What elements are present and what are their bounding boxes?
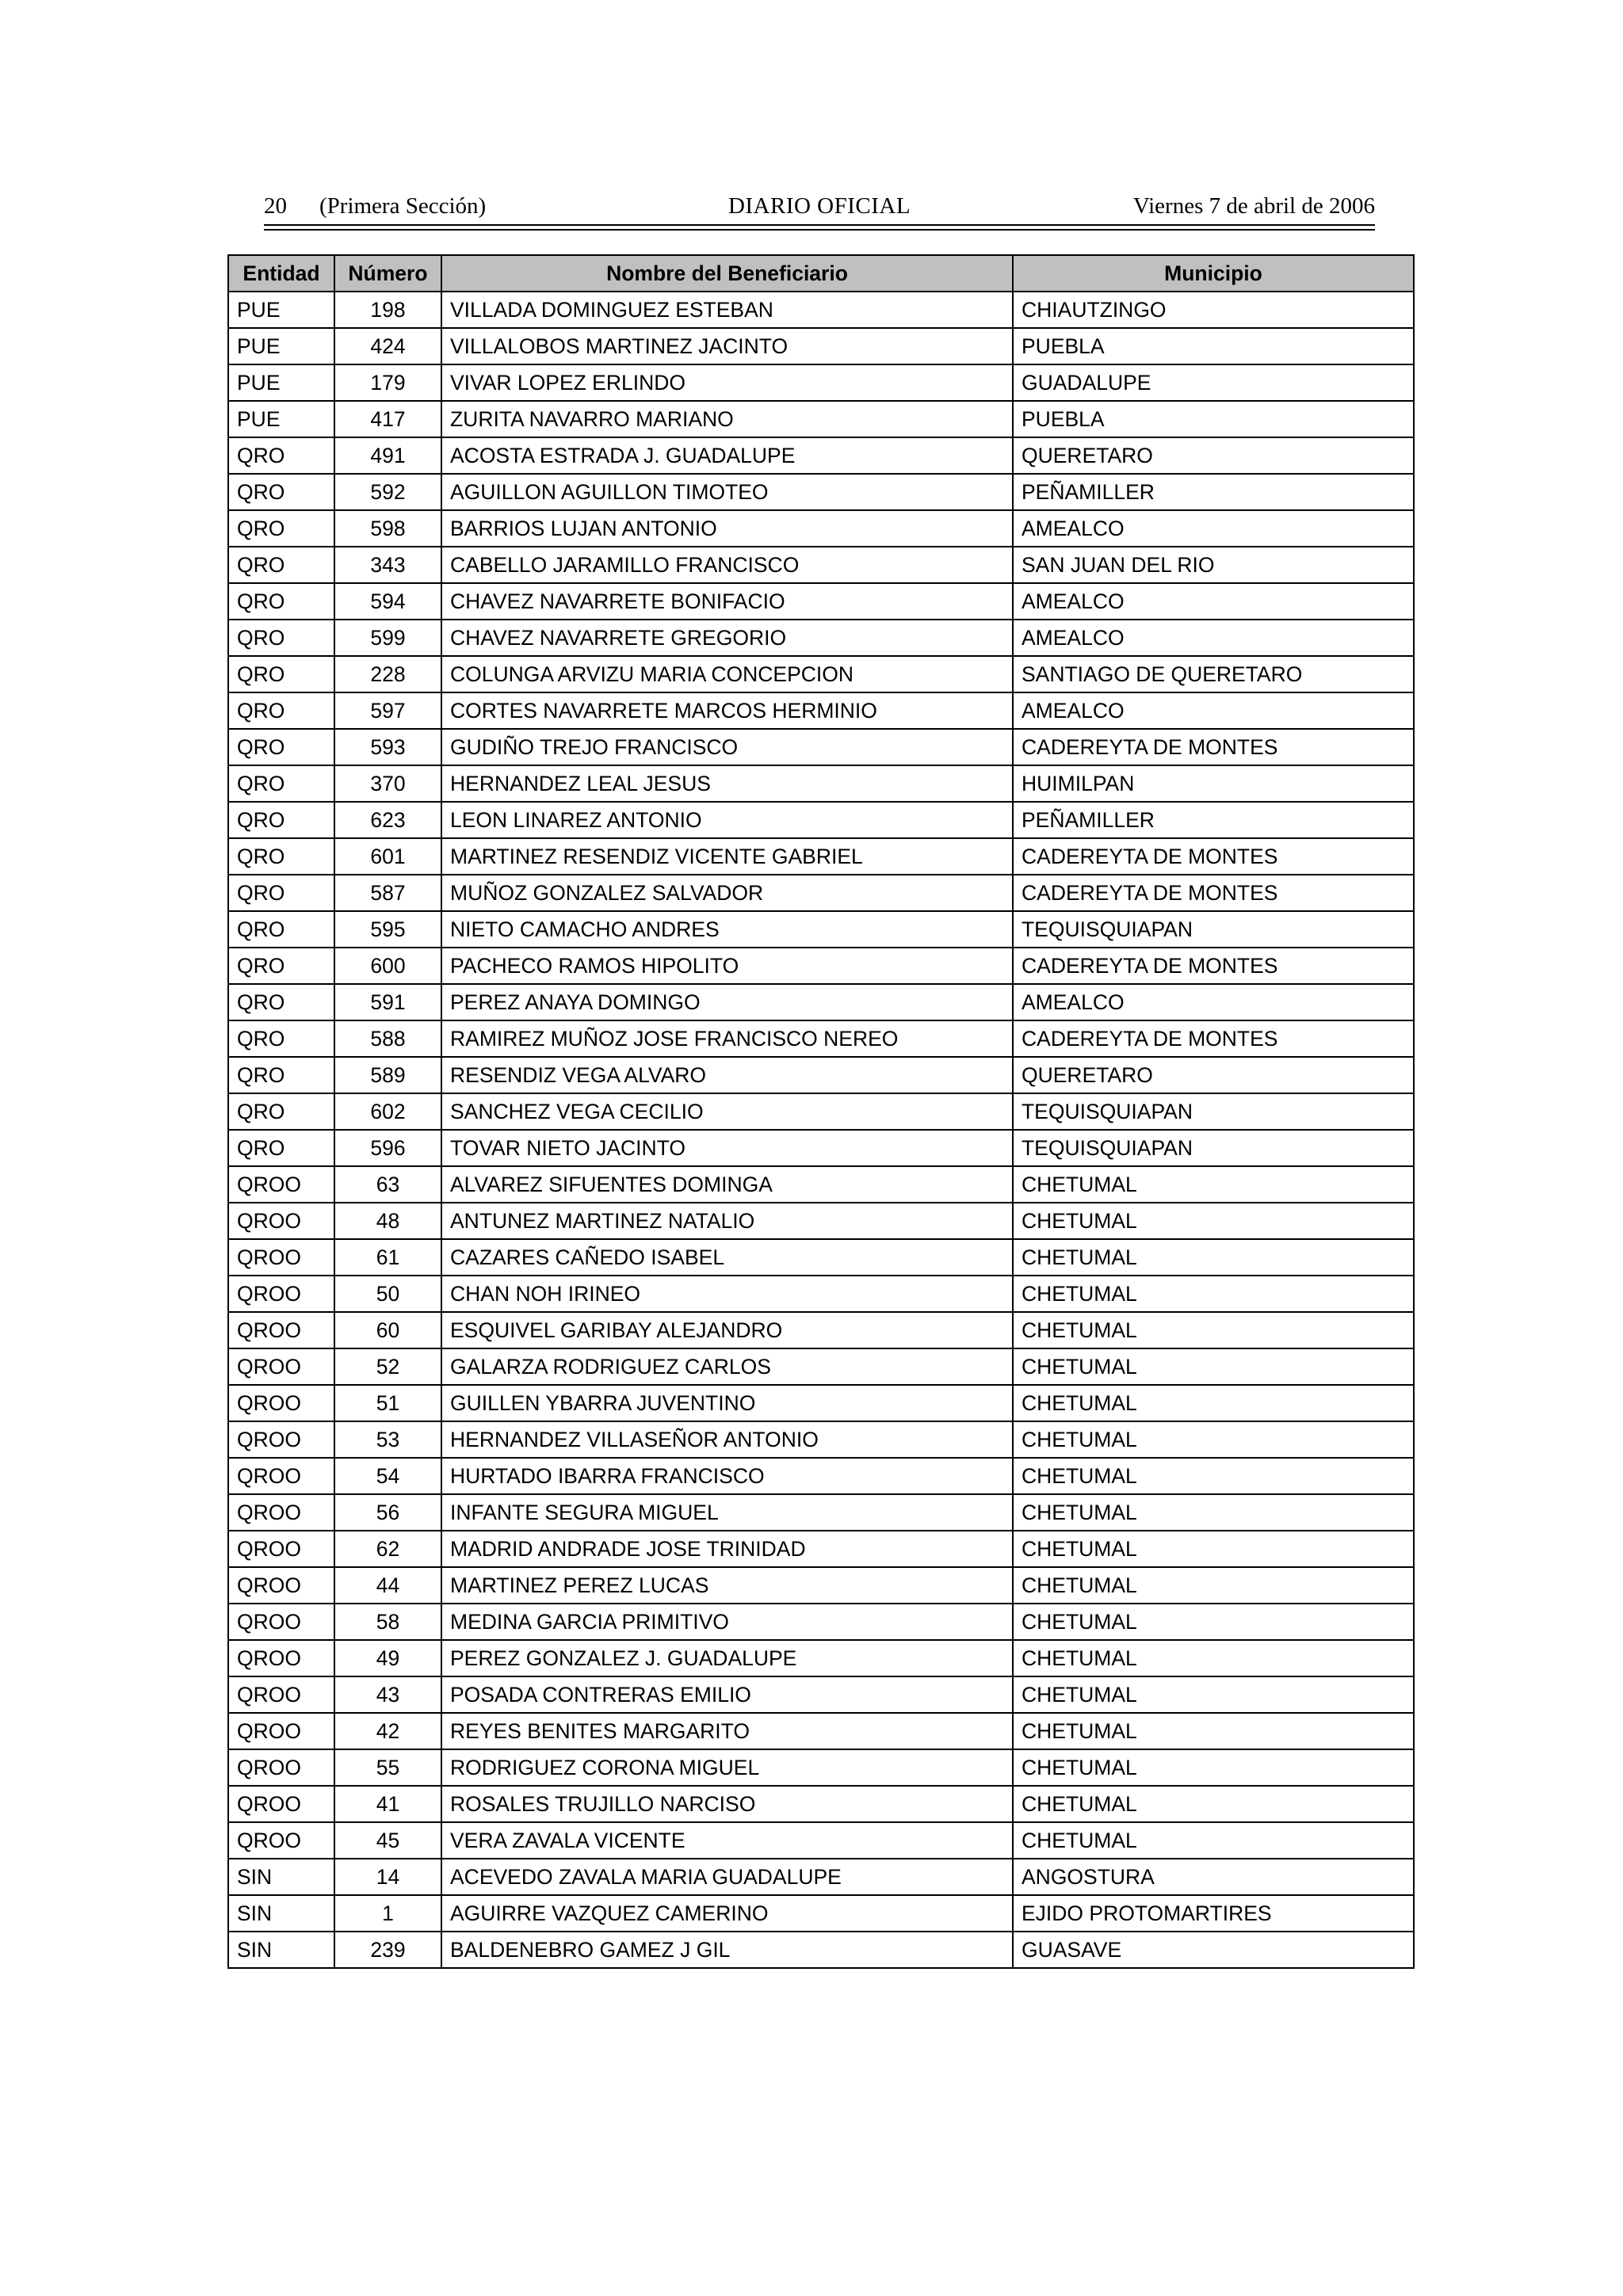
cell-entidad: QROO [228, 1676, 334, 1713]
cell-nombre: VIVAR LOPEZ ERLINDO [441, 364, 1013, 401]
table-row [228, 1494, 1414, 1531]
cell-entidad: QRO [228, 984, 334, 1020]
cell-municipio: CHETUMAL [1013, 1822, 1414, 1859]
cell-numero: 1 [334, 1895, 441, 1932]
table-row [228, 1130, 1414, 1166]
cell-numero: 53 [334, 1421, 441, 1458]
cell-entidad: QRO [228, 1020, 334, 1057]
cell-entidad: QROO [228, 1276, 334, 1312]
table-row [228, 1822, 1414, 1859]
cell-numero: 50 [334, 1276, 441, 1312]
cell-nombre: ALVAREZ SIFUENTES DOMINGA [441, 1166, 1013, 1203]
cell-nombre: VILLALOBOS MARTINEZ JACINTO [441, 328, 1013, 364]
cell-municipio: HUIMILPAN [1013, 765, 1414, 802]
table-row [228, 1239, 1414, 1276]
cell-numero: 42 [334, 1713, 441, 1749]
table-row [228, 1786, 1414, 1822]
cell-entidad: QRO [228, 1130, 334, 1166]
cell-numero: 48 [334, 1203, 441, 1239]
cell-numero: 602 [334, 1093, 441, 1130]
cell-numero: 56 [334, 1494, 441, 1531]
cell-numero: 370 [334, 765, 441, 802]
cell-nombre: TOVAR NIETO JACINTO [441, 1130, 1013, 1166]
cell-nombre: VERA ZAVALA VICENTE [441, 1822, 1013, 1859]
cell-nombre: INFANTE SEGURA MIGUEL [441, 1494, 1013, 1531]
publication-title: DIARIO OFICIAL [727, 193, 911, 219]
cell-municipio: CHETUMAL [1013, 1531, 1414, 1567]
cell-entidad: QRO [228, 620, 334, 656]
cell-nombre: HERNANDEZ LEAL JESUS [441, 765, 1013, 802]
cell-entidad: QRO [228, 838, 334, 875]
table-row [228, 1020, 1414, 1057]
table-row [228, 583, 1414, 620]
cell-entidad: SIN [228, 1895, 334, 1932]
cell-municipio: CHETUMAL [1013, 1312, 1414, 1348]
cell-nombre: CHAVEZ NAVARRETE GREGORIO [441, 620, 1013, 656]
table-row [228, 1093, 1414, 1130]
publication-date: Viernes 7 de abril de 2006 [1132, 193, 1375, 219]
cell-numero: 595 [334, 911, 441, 948]
table-row [228, 729, 1414, 765]
cell-numero: 601 [334, 838, 441, 875]
cell-numero: 417 [334, 401, 441, 437]
header-rule-bottom [264, 229, 1375, 231]
cell-municipio: CHETUMAL [1013, 1786, 1414, 1822]
cell-entidad: PUE [228, 401, 334, 437]
cell-municipio: CHETUMAL [1013, 1640, 1414, 1676]
cell-municipio: ANGOSTURA [1013, 1859, 1414, 1895]
cell-municipio: TEQUISQUIAPAN [1013, 1130, 1414, 1166]
cell-entidad: QROO [228, 1348, 334, 1385]
cell-municipio: GUASAVE [1013, 1932, 1414, 1968]
cell-municipio: CHETUMAL [1013, 1567, 1414, 1604]
cell-entidad: QROO [228, 1531, 334, 1567]
cell-nombre: RODRIGUEZ CORONA MIGUEL [441, 1749, 1013, 1786]
table-row [228, 510, 1414, 547]
cell-municipio: TEQUISQUIAPAN [1013, 911, 1414, 948]
table-row [228, 656, 1414, 692]
table-row [228, 364, 1414, 401]
table-row [228, 1166, 1414, 1203]
cell-nombre: LEON LINAREZ ANTONIO [441, 802, 1013, 838]
cell-entidad: QROO [228, 1312, 334, 1348]
cell-numero: 52 [334, 1348, 441, 1385]
cell-municipio: GUADALUPE [1013, 364, 1414, 401]
cell-municipio: PEÑAMILLER [1013, 802, 1414, 838]
cell-nombre: POSADA CONTRERAS EMILIO [441, 1676, 1013, 1713]
column-header-municipio: Municipio [1013, 255, 1414, 292]
cell-nombre: GALARZA RODRIGUEZ CARLOS [441, 1348, 1013, 1385]
header-rule-top [264, 224, 1375, 226]
table-header-row [228, 255, 1414, 292]
cell-municipio: PEÑAMILLER [1013, 474, 1414, 510]
cell-municipio: CADEREYTA DE MONTES [1013, 838, 1414, 875]
cell-municipio: CHETUMAL [1013, 1421, 1414, 1458]
cell-entidad: QRO [228, 474, 334, 510]
cell-entidad: QRO [228, 1093, 334, 1130]
cell-entidad: QRO [228, 583, 334, 620]
cell-municipio: AMEALCO [1013, 620, 1414, 656]
cell-entidad: QROO [228, 1604, 334, 1640]
cell-numero: 424 [334, 328, 441, 364]
table-row [228, 1604, 1414, 1640]
cell-nombre: CHAVEZ NAVARRETE BONIFACIO [441, 583, 1013, 620]
cell-entidad: QRO [228, 692, 334, 729]
cell-municipio: CHETUMAL [1013, 1166, 1414, 1203]
cell-municipio: QUERETARO [1013, 1057, 1414, 1093]
cell-municipio: AMEALCO [1013, 583, 1414, 620]
cell-entidad: QROO [228, 1713, 334, 1749]
page-header [264, 190, 1375, 225]
cell-numero: 599 [334, 620, 441, 656]
cell-entidad: QROO [228, 1567, 334, 1604]
cell-nombre: MUÑOZ GONZALEZ SALVADOR [441, 875, 1013, 911]
table-row [228, 401, 1414, 437]
table-row [228, 474, 1414, 510]
cell-nombre: ACOSTA ESTRADA J. GUADALUPE [441, 437, 1013, 474]
table-row [228, 1385, 1414, 1421]
table-row [228, 1203, 1414, 1239]
cell-numero: 198 [334, 292, 441, 328]
cell-nombre: ROSALES TRUJILLO NARCISO [441, 1786, 1013, 1822]
cell-numero: 589 [334, 1057, 441, 1093]
cell-numero: 179 [334, 364, 441, 401]
cell-numero: 228 [334, 656, 441, 692]
cell-nombre: CORTES NAVARRETE MARCOS HERMINIO [441, 692, 1013, 729]
column-header-entidad: Entidad [228, 255, 334, 292]
cell-nombre: BARRIOS LUJAN ANTONIO [441, 510, 1013, 547]
cell-entidad: SIN [228, 1932, 334, 1968]
table-row [228, 620, 1414, 656]
cell-municipio: CHETUMAL [1013, 1676, 1414, 1713]
cell-nombre: NIETO CAMACHO ANDRES [441, 911, 1013, 948]
cell-entidad: QROO [228, 1640, 334, 1676]
table-row [228, 1640, 1414, 1676]
cell-numero: 43 [334, 1676, 441, 1713]
beneficiaries-table [227, 254, 1415, 1969]
cell-entidad: QRO [228, 911, 334, 948]
cell-entidad: SIN [228, 1859, 334, 1895]
cell-entidad: QROO [228, 1203, 334, 1239]
cell-numero: 44 [334, 1567, 441, 1604]
cell-entidad: QRO [228, 1057, 334, 1093]
cell-numero: 592 [334, 474, 441, 510]
cell-numero: 588 [334, 1020, 441, 1057]
cell-municipio: CHETUMAL [1013, 1348, 1414, 1385]
cell-municipio: CHETUMAL [1013, 1604, 1414, 1640]
cell-entidad: PUE [228, 364, 334, 401]
cell-nombre: HERNANDEZ VILLASEÑOR ANTONIO [441, 1421, 1013, 1458]
cell-nombre: GUDIÑO TREJO FRANCISCO [441, 729, 1013, 765]
table-row [228, 1676, 1414, 1713]
cell-entidad: QROO [228, 1385, 334, 1421]
cell-municipio: CHETUMAL [1013, 1385, 1414, 1421]
cell-numero: 55 [334, 1749, 441, 1786]
table-row [228, 911, 1414, 948]
table-row [228, 1567, 1414, 1604]
cell-entidad: QROO [228, 1239, 334, 1276]
cell-entidad: QROO [228, 1421, 334, 1458]
table-row [228, 984, 1414, 1020]
cell-numero: 593 [334, 729, 441, 765]
cell-entidad: QRO [228, 547, 334, 583]
table-row [228, 547, 1414, 583]
cell-nombre: CABELLO JARAMILLO FRANCISCO [441, 547, 1013, 583]
cell-numero: 49 [334, 1640, 441, 1676]
cell-nombre: MARTINEZ RESENDIZ VICENTE GABRIEL [441, 838, 1013, 875]
cell-nombre: BALDENEBRO GAMEZ J GIL [441, 1932, 1013, 1968]
cell-numero: 62 [334, 1531, 441, 1567]
cell-nombre: PACHECO RAMOS HIPOLITO [441, 948, 1013, 984]
cell-entidad: QROO [228, 1822, 334, 1859]
cell-nombre: REYES BENITES MARGARITO [441, 1713, 1013, 1749]
cell-municipio: CADEREYTA DE MONTES [1013, 875, 1414, 911]
table-row [228, 1312, 1414, 1348]
table-row [228, 1859, 1414, 1895]
section-label: (Primera Sección) [319, 193, 487, 219]
cell-nombre: AGUIRRE VAZQUEZ CAMERINO [441, 1895, 1013, 1932]
cell-nombre: MEDINA GARCIA PRIMITIVO [441, 1604, 1013, 1640]
cell-municipio: CHETUMAL [1013, 1458, 1414, 1494]
cell-municipio: CHETUMAL [1013, 1494, 1414, 1531]
cell-nombre: PEREZ ANAYA DOMINGO [441, 984, 1013, 1020]
cell-numero: 597 [334, 692, 441, 729]
cell-municipio: SANTIAGO DE QUERETARO [1013, 656, 1414, 692]
table-row [228, 1276, 1414, 1312]
cell-numero: 491 [334, 437, 441, 474]
cell-numero: 58 [334, 1604, 441, 1640]
cell-nombre: ZURITA NAVARRO MARIANO [441, 401, 1013, 437]
cell-municipio: CHETUMAL [1013, 1276, 1414, 1312]
table-row [228, 1713, 1414, 1749]
cell-numero: 14 [334, 1859, 441, 1895]
cell-entidad: QRO [228, 656, 334, 692]
cell-nombre: MARTINEZ PEREZ LUCAS [441, 1567, 1013, 1604]
table-row [228, 1932, 1414, 1968]
cell-nombre: AGUILLON AGUILLON TIMOTEO [441, 474, 1013, 510]
table-row [228, 292, 1414, 328]
table-body [228, 292, 1414, 1968]
cell-numero: 60 [334, 1312, 441, 1348]
table-row [228, 437, 1414, 474]
cell-numero: 61 [334, 1239, 441, 1276]
cell-municipio: PUEBLA [1013, 328, 1414, 364]
table-row [228, 765, 1414, 802]
cell-numero: 54 [334, 1458, 441, 1494]
cell-nombre: RAMIREZ MUÑOZ JOSE FRANCISCO NEREO [441, 1020, 1013, 1057]
cell-nombre: COLUNGA ARVIZU MARIA CONCEPCION [441, 656, 1013, 692]
table-row [228, 1057, 1414, 1093]
table-row [228, 1749, 1414, 1786]
cell-entidad: QRO [228, 802, 334, 838]
cell-entidad: PUE [228, 292, 334, 328]
cell-entidad: QRO [228, 437, 334, 474]
cell-municipio: AMEALCO [1013, 692, 1414, 729]
cell-numero: 596 [334, 1130, 441, 1166]
cell-nombre: GUILLEN YBARRA JUVENTINO [441, 1385, 1013, 1421]
cell-entidad: QRO [228, 765, 334, 802]
table-row [228, 948, 1414, 984]
cell-numero: 591 [334, 984, 441, 1020]
cell-municipio: CADEREYTA DE MONTES [1013, 729, 1414, 765]
cell-entidad: QROO [228, 1458, 334, 1494]
cell-municipio: CHETUMAL [1013, 1713, 1414, 1749]
cell-nombre: CAZARES CAÑEDO ISABEL [441, 1239, 1013, 1276]
table-row [228, 1531, 1414, 1567]
cell-municipio: AMEALCO [1013, 510, 1414, 547]
cell-numero: 594 [334, 583, 441, 620]
table-row [228, 328, 1414, 364]
table-row [228, 1421, 1414, 1458]
cell-nombre: RESENDIZ VEGA ALVARO [441, 1057, 1013, 1093]
cell-nombre: PEREZ GONZALEZ J. GUADALUPE [441, 1640, 1013, 1676]
cell-entidad: QRO [228, 948, 334, 984]
cell-nombre: ACEVEDO ZAVALA MARIA GUADALUPE [441, 1859, 1013, 1895]
cell-numero: 623 [334, 802, 441, 838]
cell-entidad: QRO [228, 875, 334, 911]
table-row [228, 875, 1414, 911]
cell-municipio: TEQUISQUIAPAN [1013, 1093, 1414, 1130]
table-row [228, 1458, 1414, 1494]
cell-municipio: CADEREYTA DE MONTES [1013, 1020, 1414, 1057]
cell-nombre: ESQUIVEL GARIBAY ALEJANDRO [441, 1312, 1013, 1348]
cell-municipio: EJIDO PROTOMARTIRES [1013, 1895, 1414, 1932]
cell-entidad: QROO [228, 1166, 334, 1203]
cell-entidad: PUE [228, 328, 334, 364]
page-number: 20 [264, 193, 287, 219]
column-header-numero: Número [334, 255, 441, 292]
cell-nombre: CHAN NOH IRINEO [441, 1276, 1013, 1312]
cell-municipio: CHETUMAL [1013, 1203, 1414, 1239]
cell-municipio: CHETUMAL [1013, 1749, 1414, 1786]
cell-nombre: ANTUNEZ MARTINEZ NATALIO [441, 1203, 1013, 1239]
cell-numero: 41 [334, 1786, 441, 1822]
cell-numero: 63 [334, 1166, 441, 1203]
cell-municipio: CHIAUTZINGO [1013, 292, 1414, 328]
cell-municipio: AMEALCO [1013, 984, 1414, 1020]
cell-municipio: QUERETARO [1013, 437, 1414, 474]
cell-entidad: QROO [228, 1749, 334, 1786]
table-row [228, 838, 1414, 875]
cell-nombre: MADRID ANDRADE JOSE TRINIDAD [441, 1531, 1013, 1567]
cell-nombre: HURTADO IBARRA FRANCISCO [441, 1458, 1013, 1494]
cell-numero: 587 [334, 875, 441, 911]
cell-entidad: QROO [228, 1786, 334, 1822]
cell-numero: 598 [334, 510, 441, 547]
cell-nombre: SANCHEZ VEGA CECILIO [441, 1093, 1013, 1130]
cell-numero: 51 [334, 1385, 441, 1421]
cell-numero: 45 [334, 1822, 441, 1859]
cell-municipio: PUEBLA [1013, 401, 1414, 437]
cell-municipio: SAN JUAN DEL RIO [1013, 547, 1414, 583]
cell-numero: 600 [334, 948, 441, 984]
table-row [228, 1348, 1414, 1385]
cell-municipio: CHETUMAL [1013, 1239, 1414, 1276]
table-row [228, 692, 1414, 729]
table-row [228, 802, 1414, 838]
table-row [228, 1895, 1414, 1932]
cell-numero: 239 [334, 1932, 441, 1968]
column-header-nombre: Nombre del Beneficiario [441, 255, 1013, 292]
cell-entidad: QROO [228, 1494, 334, 1531]
cell-entidad: QRO [228, 510, 334, 547]
cell-municipio: CADEREYTA DE MONTES [1013, 948, 1414, 984]
cell-entidad: QRO [228, 729, 334, 765]
cell-nombre: VILLADA DOMINGUEZ ESTEBAN [441, 292, 1013, 328]
cell-numero: 343 [334, 547, 441, 583]
